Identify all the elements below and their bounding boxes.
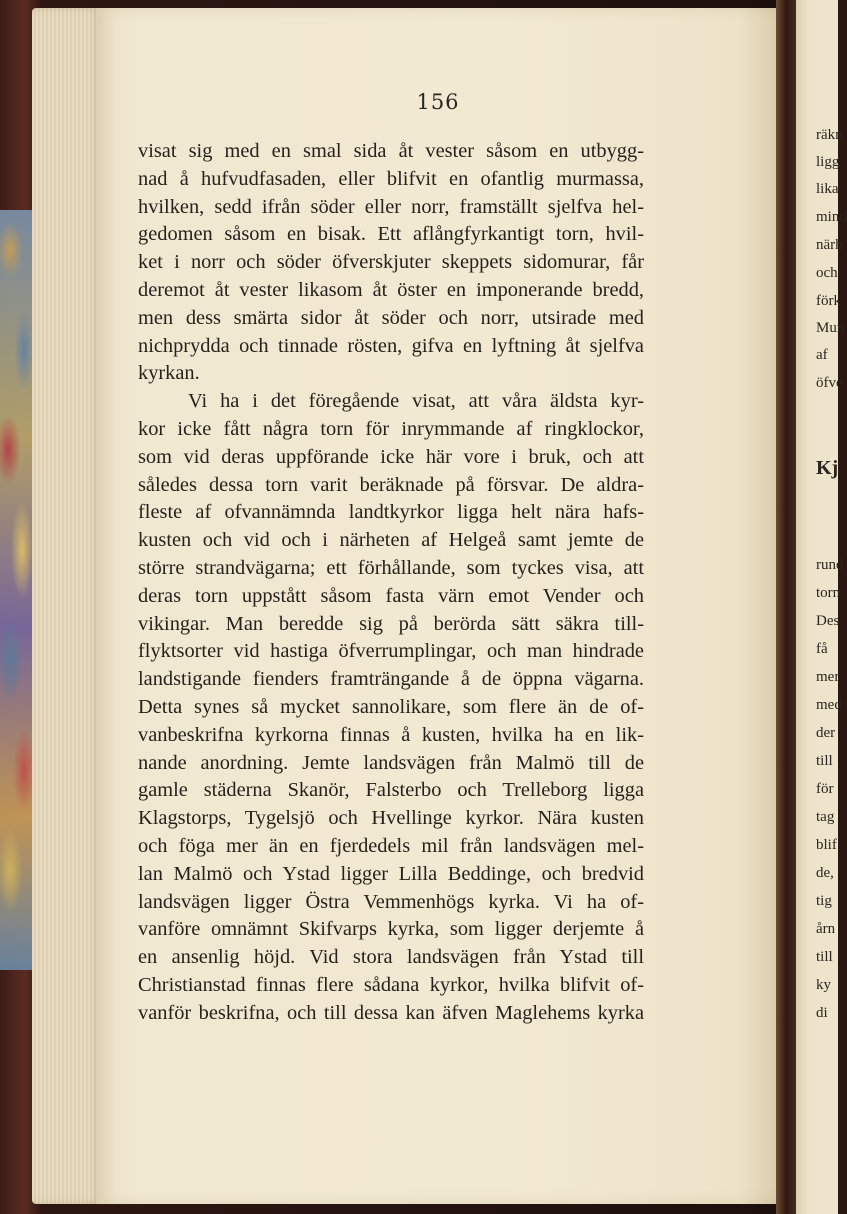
right-page-fragment: räkn xyxy=(816,127,843,143)
right-page-fragment: öfve xyxy=(816,375,843,391)
right-page-fragment: torn xyxy=(816,585,841,601)
text-line: Vi ha i det föregående visat, att våra äldsta kyr- xyxy=(188,390,644,413)
text-line: men dess smärta sidor åt söder och norr, utsirade med xyxy=(138,306,644,329)
text-line: vanbeskrifna kyrkorna finnas å kusten, hvilka ha en lik- xyxy=(138,723,644,746)
text-line: nichprydda och tinnade rösten, gifva en lyftning åt sjelfva xyxy=(138,334,644,357)
page-body-text xyxy=(138,138,644,1028)
text-line: gedomen såsom en bisak. Ett aflångfyrkantigt torn, hvil- xyxy=(138,223,644,246)
right-page-fragment: med xyxy=(816,697,842,713)
right-page-fragment: årn xyxy=(816,921,836,937)
text-line: vanföre omnämnt Skifvarps kyrka, som ligger derjemte å xyxy=(138,918,644,941)
text-line: nad å hufvudfasaden, eller blifvit en ofantlig murmassa, xyxy=(138,167,644,190)
text-line: vikingar. Man beredde sig på berörda sätt säkra till- xyxy=(138,612,644,635)
text-line: deras torn uppstått såsom fasta värn emot Vender och xyxy=(138,584,644,607)
right-page-fragment: ky xyxy=(816,977,831,993)
right-page-fragment: Mun xyxy=(816,320,845,336)
text-line: ket i norr och söder öfverskjuter skeppets sidomurar, får xyxy=(138,251,644,274)
right-page-fragment: tig xyxy=(816,893,832,909)
right-page-fragment: de, xyxy=(816,865,834,881)
text-line: kusten och vid och i närheten af Helgeå samt jemte de xyxy=(138,529,644,552)
right-page-fragment: mer xyxy=(816,669,840,685)
text-line: och föga mer än en fjerdedels mil från landsvägen mel- xyxy=(138,834,644,857)
text-line: kor icke fått några torn för inrymmande af ringklockor, xyxy=(138,417,644,440)
marbled-endpaper xyxy=(0,210,34,970)
right-page-fragment: lika xyxy=(816,181,839,197)
text-line: Detta synes så mycket sannolikare, som flere än de of- xyxy=(138,695,644,718)
right-page-fragment: Kj xyxy=(816,457,839,479)
text-line: en ansenlig höjd. Vid stora landsvägen från Ystad till xyxy=(138,946,644,969)
text-line: lan Malmö och Ystad ligger Lilla Beddinge, och bredvid xyxy=(138,862,644,885)
right-page-fragment: mind xyxy=(816,209,847,225)
text-line: hvilken, sedd ifrån söder eller norr, framställt sjelfva hel- xyxy=(138,195,644,218)
text-line: visat sig med en smal sida åt vester såsom en utbygg- xyxy=(138,140,644,162)
right-page-fragment: der xyxy=(816,725,836,741)
text-line: således dessa torn varit beräknade på försvar. De aldra- xyxy=(138,473,644,496)
text-line: större strandvägarna; ett förhållande, som tyckes visa, att xyxy=(138,556,644,579)
text-line: som vid deras uppförande icke här vore i bruk, och att xyxy=(138,445,644,468)
text-line: landsvägen ligger Östra Vemmenhögs kyrka. Vi ha of- xyxy=(138,890,644,913)
text-line: gamle städerna Skanör, Falsterbo och Trelleborg ligga xyxy=(138,779,644,802)
text-line: Klagstorps, Tygelsjö och Hvellinge kyrkor. Nära kusten xyxy=(138,807,644,830)
text-line: deremot åt vester likasom åt öster en imponerande bredd, xyxy=(138,278,644,301)
right-page-fragment: ligg xyxy=(816,154,840,170)
right-page-fragment: för xyxy=(816,781,834,797)
right-page-partial xyxy=(796,0,847,1214)
right-page-fragment: rund xyxy=(816,557,844,573)
right-page-fragment: tag xyxy=(816,809,835,825)
right-page-fragment: di xyxy=(816,1005,828,1021)
text-line: fleste af ofvannämnda landtkyrkor ligga helt nära hafs- xyxy=(138,501,644,524)
right-page-fragment: till xyxy=(816,753,833,769)
right-page-fragment: få xyxy=(816,641,828,657)
page-number: 156 xyxy=(416,90,460,114)
text-line: vanför beskrifna, och till dessa kan äfven Maglehems kyrka xyxy=(138,1001,644,1024)
text-line: Christianstad finnas flere sådana kyrkor, hvilka blifvit of- xyxy=(138,973,644,996)
right-page-fragment: förk xyxy=(816,293,841,309)
text-line: kyrkan. xyxy=(138,362,200,385)
text-line: nande anordning. Jemte landsvägen från Malmö till de xyxy=(138,751,644,774)
right-page-fragment: Des xyxy=(816,613,840,629)
text-line: flyktsorter vid hastiga öfverrumplingar, och man hindrade xyxy=(138,640,644,663)
right-page-fragment: närh xyxy=(816,237,843,253)
book-gutter xyxy=(776,0,798,1214)
right-page-fragment: blif xyxy=(816,837,837,853)
right-page-fragment: och xyxy=(816,265,838,281)
right-page-fragment: af xyxy=(816,347,828,363)
page-edges xyxy=(32,8,102,1204)
text-line: landstigande fienders framträngande å de öppna vägarna. xyxy=(138,668,644,691)
right-page-fragment: till xyxy=(816,949,833,965)
